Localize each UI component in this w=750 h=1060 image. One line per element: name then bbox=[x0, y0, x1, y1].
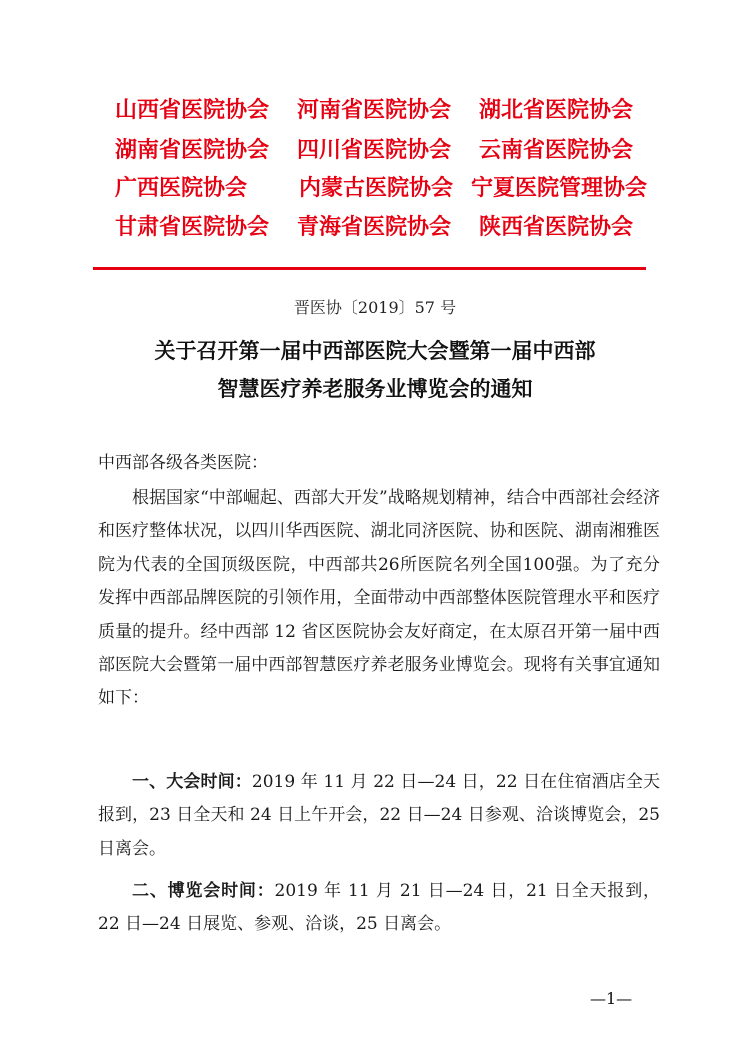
expo-time-item bbox=[98, 875, 660, 942]
item-heading: 一、大会时间： bbox=[132, 772, 252, 792]
association-name: 河南省医院协会 bbox=[297, 98, 452, 123]
page-number: —1— bbox=[590, 989, 633, 1008]
document-title-line-1: 关于召开第一届中西部医院大会暨第一届中西部 bbox=[154, 339, 596, 363]
association-name: 湖南省医院协会 bbox=[115, 138, 270, 163]
header-row-3 bbox=[0, 174, 750, 204]
association-name: 青海省医院协会 bbox=[297, 215, 452, 240]
header-row-1 bbox=[0, 96, 750, 126]
header-row-2 bbox=[0, 136, 750, 166]
document-title-line-2: 智慧医疗养老服务业博览会的通知 bbox=[217, 377, 533, 401]
document-number: 晋医协〔2019〕57 号 bbox=[293, 298, 457, 317]
salutation: 中西部各级各类医院： bbox=[98, 453, 268, 473]
association-name: 内蒙古医院协会 bbox=[299, 176, 454, 201]
header-divider bbox=[93, 267, 646, 270]
association-name: 山西省医院协会 bbox=[115, 98, 270, 123]
item-heading: 二、博览会时间： bbox=[132, 881, 275, 901]
header-row-4 bbox=[0, 213, 750, 243]
association-name: 陕西省医院协会 bbox=[479, 215, 634, 240]
meeting-time-item bbox=[98, 766, 660, 866]
item-text: 2019 年 11 月 21 日—24 日，21 日全天报到，22 日—24 日展览、参观、洽谈，25 日离会。 bbox=[98, 881, 661, 935]
item-text: 2019 年 11 月 22 日—24 日，22 日在住宿酒店全天报到，23 日全天和 24 日上午开会，22 日—24 日参观、洽谈博览会，25 日离会。 bbox=[98, 772, 661, 859]
body-paragraph: 根据国家“中部崛起、西部大开发”战略规划精神，结合中西部社会经济和医疗整体状况，以四川华西医院、湖北同济医院、协和医院、湖南湘雅医院为代表的全国顶级医院，中西部共26所医院名列全国100强。为了充分发挥中西部品牌医院的引领作用，全面带动中西部整体医院管理水平和医疗质量的提升。经中西部 12 省区医院协会友好商定，在太原召开第一届中西部医院大会暨第一届中西部智慧医疗养老服务业博览会。现将有关事宜通知如下： bbox=[98, 488, 660, 709]
association-name: 四川省医院协会 bbox=[297, 138, 452, 163]
association-name: 宁夏医院管理协会 bbox=[471, 176, 648, 201]
association-name: 湖北省医院协会 bbox=[479, 98, 634, 123]
association-name: 云南省医院协会 bbox=[479, 138, 634, 163]
association-name: 甘肃省医院协会 bbox=[115, 215, 270, 240]
association-name: 广西医院协会 bbox=[115, 176, 248, 201]
